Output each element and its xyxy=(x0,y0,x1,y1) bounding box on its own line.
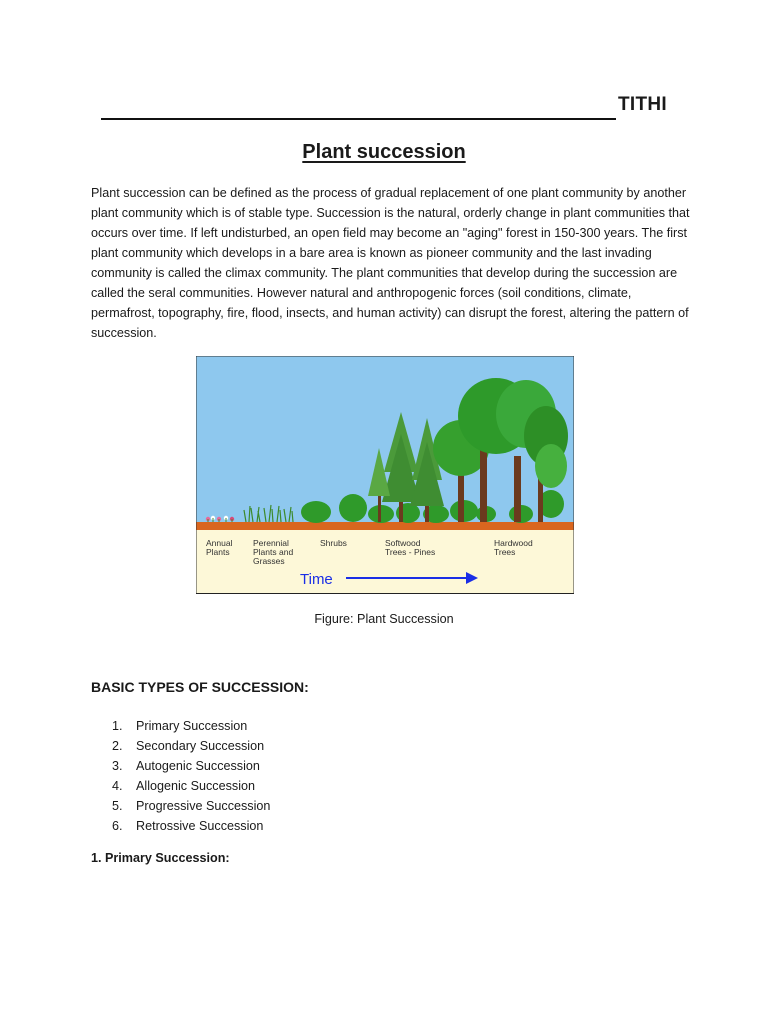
intro-paragraph: Plant succession can be defined as the process of gradual replacement of one plant community by another plant community which is of stable type. Succession is the natural, orderly change in plant communities that occurs over time. If left undisturbed, an open field may become an "aging" forest in 150-300 years. The first plant community which develops in a bare area is known as pioneer community and the last invading community is called the climax community. The plant communities that develop during the succession are called the seral communities. However natural and anthropogenic forces (soil conditions, climate, permafrost, topography, fire, flood, insects, and human activity) can disrupt the forest, altering the pattern of succession. xyxy=(91,186,690,340)
stage-annual-line2: Plants xyxy=(206,547,230,557)
list-item: 4. Allogenic Succession xyxy=(112,779,256,793)
stage-hardwood-line2: Trees xyxy=(494,547,516,557)
stage-shrubs-line1: Shrubs xyxy=(320,538,347,548)
primary-succession-heading: 1. Primary Succession: xyxy=(91,851,230,865)
list-item: 6. Retrossive Succession xyxy=(112,819,264,833)
stage-annual-line1: Annual xyxy=(206,538,233,548)
list-item: 3. Autogenic Succession xyxy=(112,759,260,773)
time-label: Time xyxy=(300,571,333,588)
header-author-name: TITHI xyxy=(618,94,667,115)
list-item: 1. Primary Succession xyxy=(112,719,248,733)
stage-perennial-line1: Perennial xyxy=(253,538,289,548)
list-item: 5. Progressive Succession xyxy=(112,799,271,813)
figure-caption: Figure: Plant Succession xyxy=(314,612,454,626)
stage-softwood-line2: Trees - Pines xyxy=(385,547,436,557)
types-section-heading: BASIC TYPES OF SUCCESSION: xyxy=(91,679,309,695)
succession-types-list xyxy=(112,716,270,836)
stage-perennial-line2: Plants and xyxy=(253,547,294,557)
stage-softwood-line1: Softwood xyxy=(385,538,421,548)
stage-perennial-line3: Grasses xyxy=(253,556,285,566)
succession-figure xyxy=(196,356,574,594)
list-item: 2. Secondary Succession xyxy=(112,739,265,753)
page-title: Plant succession xyxy=(302,141,466,163)
figure-bottom-rule xyxy=(196,593,574,594)
soil-strip xyxy=(196,522,574,530)
stage-hardwood-line1: Hardwood xyxy=(494,538,533,548)
header-name-line xyxy=(101,118,616,120)
succession-illustration xyxy=(196,356,574,594)
